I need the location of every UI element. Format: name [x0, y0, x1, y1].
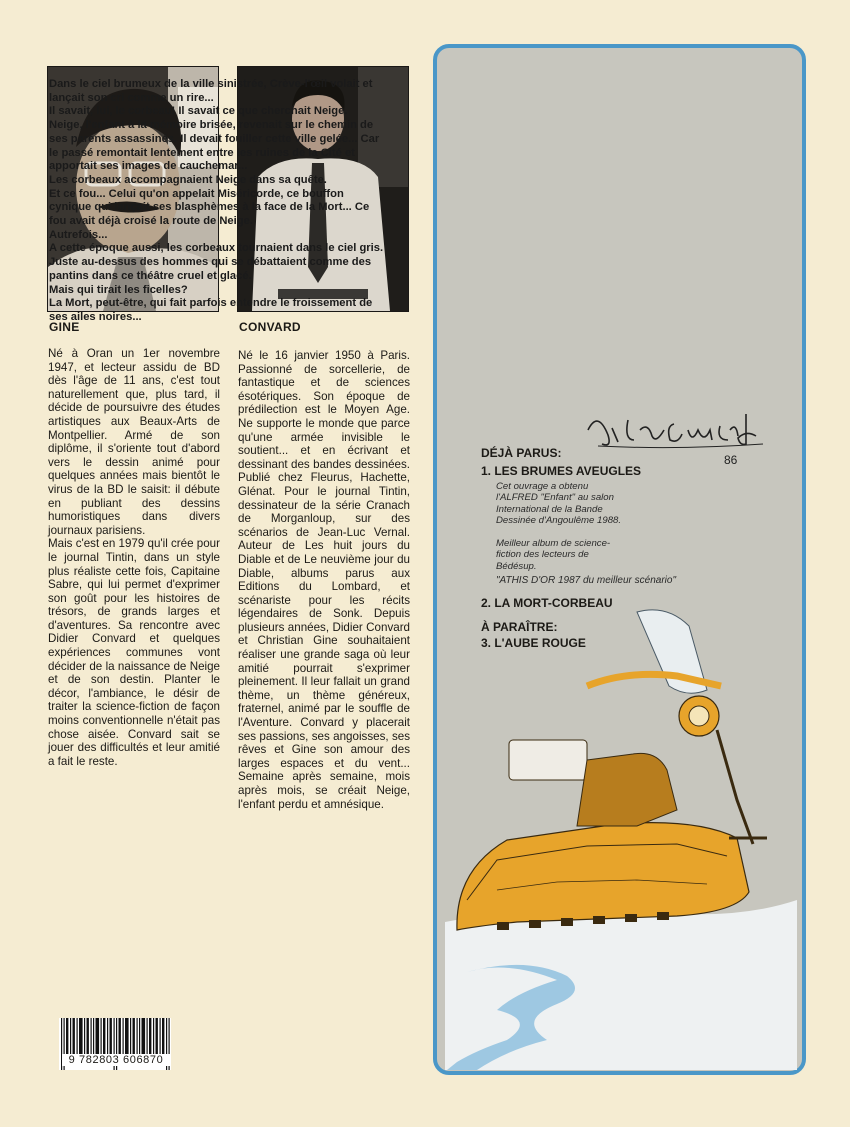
synopsis-line: Mais qui tirait les ficelles?	[49, 283, 188, 296]
snow-vehicle-illustration	[437, 600, 802, 1070]
author-name-convard: CONVARD	[239, 320, 301, 334]
synopsis-text	[49, 78, 389, 325]
synopsis-line: Les corbeaux accompagnaient Neige dans sa quête.	[49, 173, 327, 186]
award-note-bedesup: Meilleur album de science-fiction des lecteurs de Bédésup.	[496, 538, 611, 572]
synopsis-line: Autrefois...	[49, 228, 108, 241]
bio-convard	[238, 349, 410, 811]
upcoming-heading: À PARAÎTRE:	[481, 620, 558, 634]
signature	[578, 400, 778, 470]
synopsis-line: A cette époque aussi, les corbeaux tournaient dans le ciel gris. Juste au-dessus des hommes qui se débattaient comme des pantins dans ce théâtre cruel et glacé.	[49, 242, 384, 282]
bio-paragraph: Né à Oran un 1er novembre 1947, et lecteur assidu de BD dès l'âge de 11 ans, c'est tout naturellement que, plus tard, il décide de poursuivre des études artistiques aux Beaux-Arts de Montpellier. Armé de son diplôme, il s'oriente tout d'abord vers le dessin animé pour quelques années mais bientôt le virus de la BD le saisit: il débute en publiant des dessins humoristiques dans divers journaux parisiens.	[48, 347, 220, 537]
award-note-alfred: Cet ouvrage a obtenu l'ALFRED "Enfant" au salon International de la Bande Dessinée d'Angoulême 1988.	[496, 481, 622, 527]
author-name-gine: GINE	[49, 320, 80, 334]
bio-gine	[48, 347, 220, 768]
barcode-number: 9 782803 606870	[62, 1054, 170, 1066]
synopsis-line: Il savait, lui, le corbeau! Il savait ce que cherchait Neige.	[49, 105, 348, 118]
upcoming-item-3: 3. L'AUBE ROUGE	[481, 636, 586, 650]
synopsis-line: Et ce fou... Celui qu'on appelait Miséricorde, ce bouffon cynique qui lançait ses blasphèmes à la face de la Mort... Ce fou avait déjà croisé la route de Neige.	[49, 187, 370, 228]
published-item-2: 2. LA MORT-CORBEAU	[481, 596, 613, 610]
svg-text:86: 86	[724, 453, 738, 467]
published-item-1: 1. LES BRUMES AVEUGLES	[481, 464, 642, 478]
synopsis-line: Dans le ciel brumeux de la ville sinistrée, Crève-l'œil volait et lançait son cri comme un rire...	[49, 78, 373, 104]
published-heading: DÉJÀ PARUS:	[481, 446, 562, 460]
synopsis-line: La Mort, peut-être, qui fait parfois entendre le froissement de ses ailes noires...	[49, 297, 373, 323]
bio-paragraph: Mais c'est en 1979 qu'il crée pour le journal Tintin, dans un style plus réaliste cette fois, Capitaine Sabre, qui lui permet d'exprimer son goût pour les histoires de trésors, de grands larges et d'aventures. Sa rencontre avec Didier Convard et quelques expériences communes vont décider de la naissance de Neige et de son destin. Planter le décor, l'ambiance, le désir de traiter la science-fiction de façon moins conventionnelle n'était pas chose aisée. Convard sait se jouer des difficultés et leur amitié a fait le reste.	[48, 537, 220, 768]
bio-paragraph: Né le 16 janvier 1950 à Paris. Passionné de sorcellerie, de fantastique et de sciences ésotériques. Son époque de prédilection est le Moyen Age. Ne supporte le monde que parce qu'une armée invisible le soutient... et en écrivant et dessinant des bandes dessinées. Publié chez Fleurus, Hachette, Glénat. Pour le journal Tintin, dessinateur de la série Cranach de Morganloup, sur des scénarios de Jean-Luc Vernal. Auteur de Les huit jours du Diable et de Le neuvième jour du Diable, albums parus aux Editions du Lombard, et scénariste pour les récits légendaires de Sonk. Depuis plusieurs années, Didier Convard et Christian Gine souhaitaient réaliser une grande saga où leur amitié pourrait s'exprimer pleinement. Il leur fallait un grand thème, un thème généreux, fraternel, animé par le souffle de l'Aventure. Convard y placerait ses passions, ses angoisses, ses rêves et Gine son amour des larges espaces et du vent... Semaine après semaine, mois après mois, se créait Neige, l'enfant perdu et amnésique.	[238, 349, 410, 811]
award-note-athis: "ATHIS D'OR 1987 du meilleur scénario"	[496, 575, 677, 586]
synopsis-line: Neige, l'enfant à la mémoire brisée, revenait sur le chemin de ses parents assassinés. Il devait fouiller cette ville gelée... Car le passé remontait lentement entre les ruines de la Cité et apportait ses images de cauchemar...	[49, 119, 380, 173]
